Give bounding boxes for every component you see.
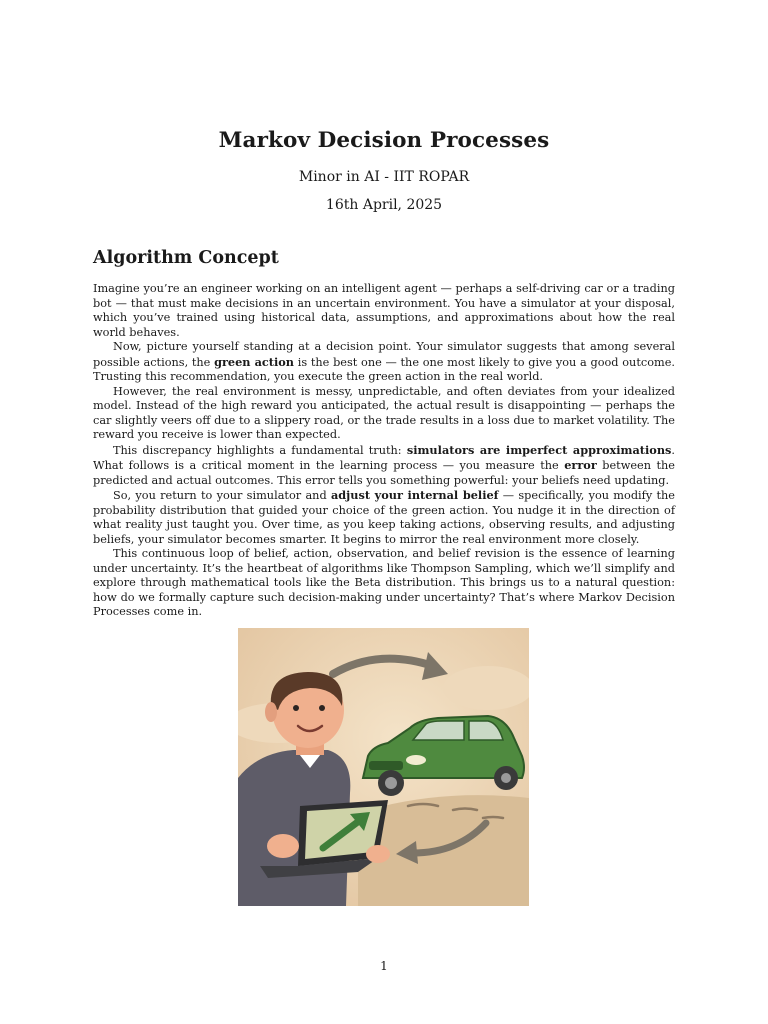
body-paragraph [93, 282, 675, 340]
bold-phrase: simulators are imperfect approximations [406, 442, 672, 457]
title-block [0, 128, 768, 213]
text-run: Imagine you’re an engineer working on an intelligent agent — perhaps a self-driving car or a trading bot — that must make decisions in an uncertain environment. You have a simulator at your disposal, which you’ve trained using historical data, assumptions, and approximations about how the real world behaves. [93, 282, 675, 339]
text-run: — specifically, you modify the probability distribution that guided your choice of the green action. You nudge it in the direction of what reality just taught you. Over time, as you keep taking actions, observing results, and adjusting beliefs, your simulator becomes smarter. It begins to mirror the real environment more closely. [93, 489, 675, 546]
body-paragraph [93, 340, 675, 385]
bold-phrase: adjust your internal belief [330, 488, 499, 502]
text-run: Now, picture yourself standing at a decision point. Your simulator suggests that among several possible actions, the [93, 340, 675, 369]
text-run: However, the real environment is messy, unpredictable, and often deviates from your idealized model. Instead of the high reward you anticipated, the actual result is disappointing — perhaps the car slightly veers off due to a slippery road, or the trade results in a loss due to market volatility. The reward you receive is lower than expected. [93, 384, 675, 441]
page-number: 1 [380, 959, 388, 973]
illustration-figure [238, 628, 529, 906]
cloud-shape [443, 666, 529, 710]
document-subtitle: Minor in AI - IIT ROPAR [298, 169, 470, 185]
bold-phrase: error [564, 458, 597, 472]
document-date: 16th April, 2025 [325, 197, 443, 213]
body-paragraph [93, 443, 675, 489]
section-body [93, 282, 675, 620]
body-paragraph [93, 385, 675, 443]
text-run: This discrepancy highlights a fundamental truth: [113, 443, 407, 457]
body-paragraph [93, 547, 675, 620]
section-heading: Algorithm Concept [93, 248, 279, 268]
text-run: This continuous loop of belief, action, observation, and belief revision is the essence of learning under uncertainty. It’s the heartbeat of algorithms like Thompson Sampling, which we’ll simplify and explore through mathematical tools like the Beta distribution. This brings us to a natural question: how do we formally capture such decision-making under uncertainty? That’s where Markov Decision Processes come in. [93, 547, 675, 618]
bold-phrase: green action [214, 354, 295, 369]
text-run: is the best one — the one most likely to give you a good outcome. Trusting this recommendation, you execute the green action in the real world. [93, 355, 675, 383]
text-run: . What follows is a critical moment in the learning process — you measure the [93, 443, 675, 472]
body-paragraph [93, 488, 675, 547]
document-title: Markov Decision Processes [218, 128, 550, 153]
text-run: between the predicted and actual outcomes. This error tells you something powerful: your beliefs need updating. [93, 459, 675, 487]
text-run: So, you return to your simulator and [113, 489, 331, 502]
illustration-svg [238, 628, 529, 906]
